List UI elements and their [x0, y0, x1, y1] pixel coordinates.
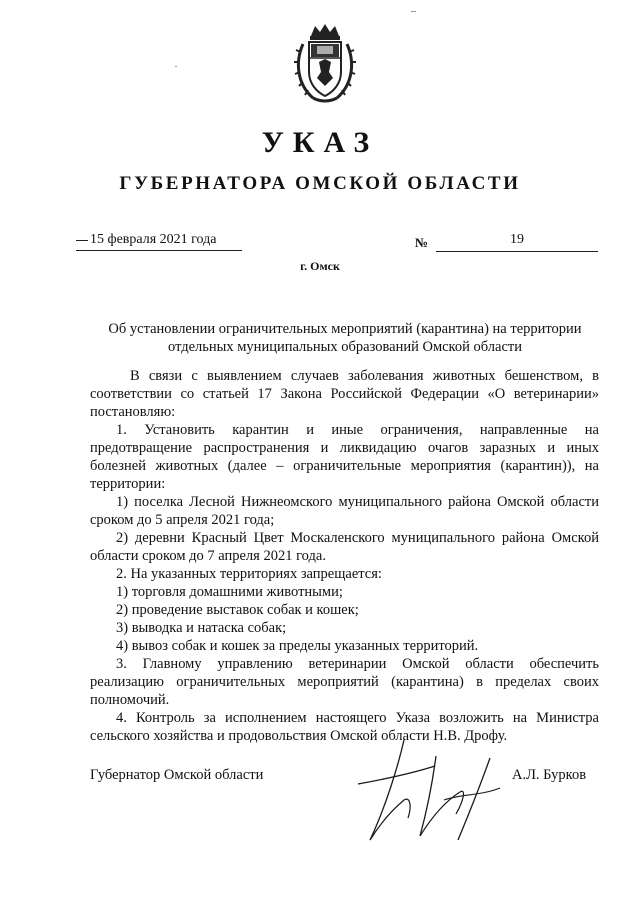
scan-speck [175, 66, 177, 67]
scan-speck [411, 11, 416, 12]
paragraph-subitem-1-1: 1) поселка Лесной Нижнеомского муниципального района Омской области сроком до 5 апреля 2021 года; [90, 494, 599, 528]
date-value: 15 февраля 2021 года [90, 232, 217, 247]
paragraph-item-1: 1. Установить карантин и иные ограничения, направленные на предотвращение распространения и ликвидацию очагов заразных и иных болезней животных (далее – ограничительные мероприятия (карантин)), на территории: [90, 422, 599, 492]
paragraph-subitem-2-4: 4) вывоз собак и кошек за пределы указанных территорий. [116, 638, 479, 654]
paragraph-subitem-1-2: 2) деревни Красный Цвет Москаленского муниципального района Омской области сроком до 7 апреля 2021 года. [90, 530, 599, 564]
coat-of-arms-emblem [293, 22, 357, 104]
handwritten-signature [340, 736, 520, 846]
number-sign: № [415, 235, 429, 250]
decree-heading: Об установлении ограничительных мероприятий (карантина) на территории отдельных муниципальных образований Омской области [108, 321, 582, 355]
paragraph-item-3: 3. Главному управлению ветеринарии Омской области обеспечить реализацию ограничительных мероприятий (карантина) в пределах своих полномочий. [90, 656, 599, 708]
paragraph-item-2: 2. На указанных территориях запрещается: [116, 566, 382, 582]
paragraph-subitem-2-2: 2) проведение выставок собак и кошек; [116, 602, 359, 618]
decree-body [90, 367, 599, 745]
document-title: УКАЗ [261, 126, 379, 159]
date-dash [76, 240, 88, 241]
signatory-name: А.Л. Бурков [512, 767, 587, 783]
number-value: 19 [510, 232, 524, 247]
document-subtitle: ГУБЕРНАТОРА ОМСКОЙ ОБЛАСТИ [119, 173, 521, 194]
number-field [436, 231, 598, 252]
date-field [76, 231, 242, 251]
city-label: г. Омск [300, 259, 340, 273]
paragraph-item-4: 4. Контроль за исполнением настоящего Указа возложить на Министра сельского хозяйства и продовольствия Омской области Н.В. Дрофу. [90, 710, 599, 744]
paragraph-subitem-2-1: 1) торговля домашними животными; [116, 584, 343, 600]
signatory-position: Губернатор Омской области [90, 767, 264, 783]
paragraph-subitem-2-3: 3) выводка и натаска собак; [116, 620, 287, 636]
paragraph-preamble: В связи с выявлением случаев заболевания животных бешенством, в соответствии со статьей 17 Закона Российской Федерации «О ветеринарии» постановляю: [90, 368, 599, 420]
